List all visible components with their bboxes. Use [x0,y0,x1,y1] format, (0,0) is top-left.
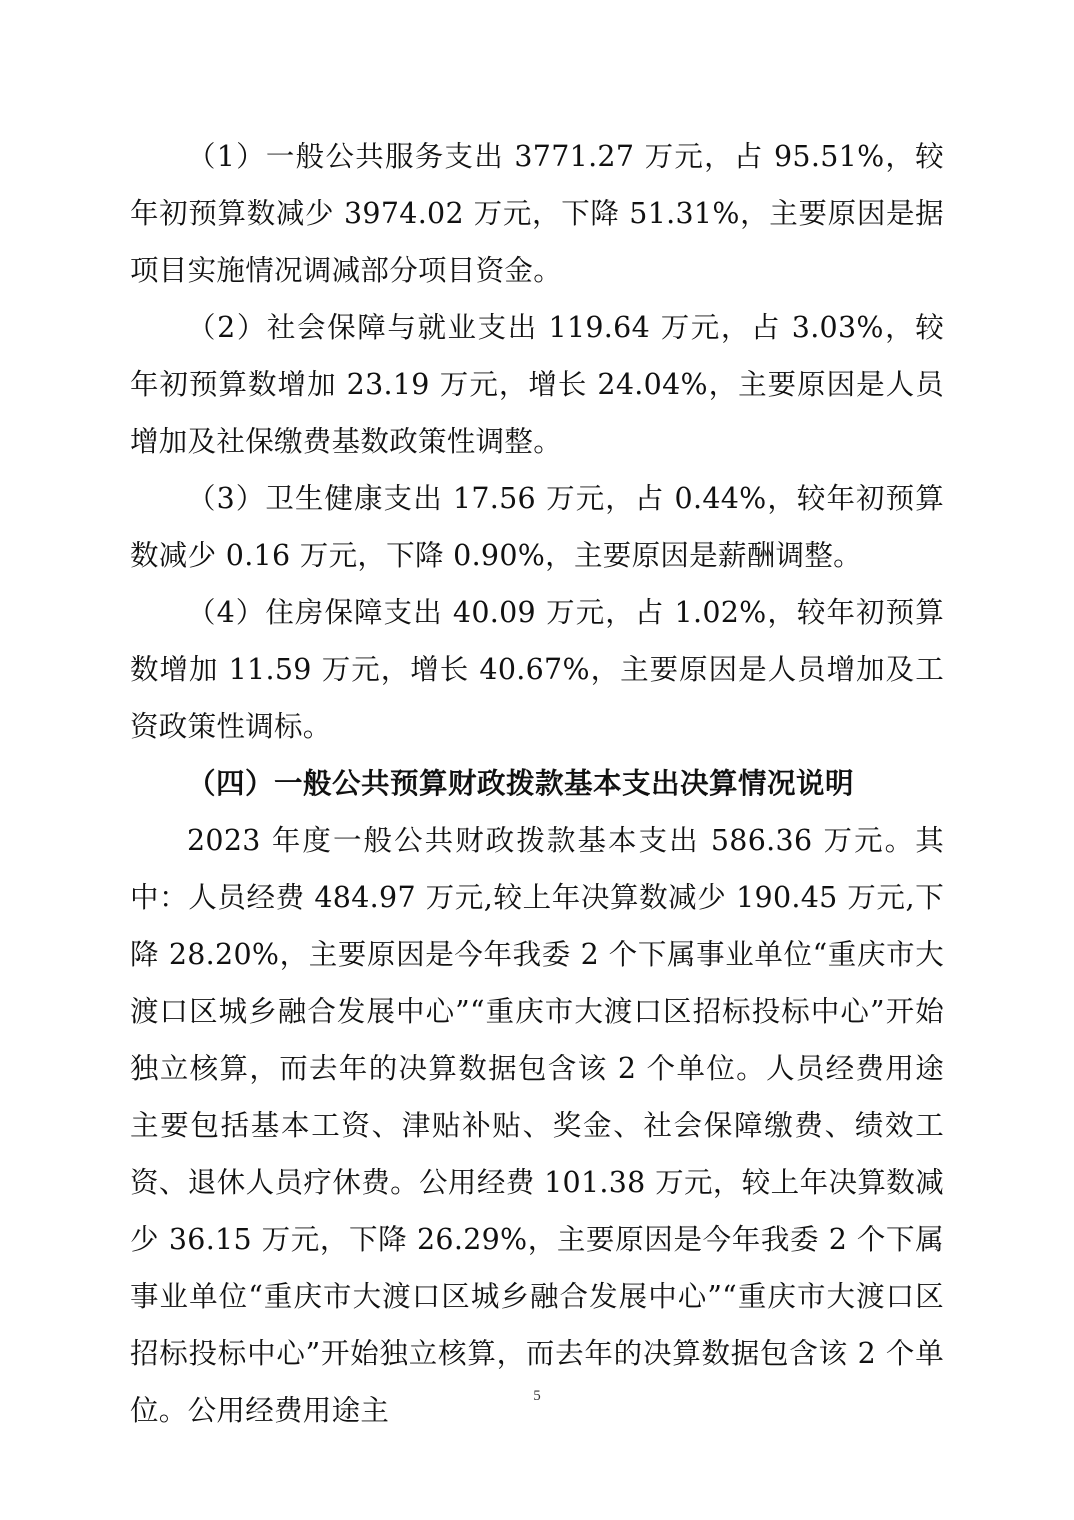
paragraph-basic-expenditure: 2023 年度一般公共财政拨款基本支出 586.36 万元。其中：人员经费 484.97 万元,较上年决算数减少 190.45 万元,下降 28.20%，主要原因是今年我委 2 个下属事业单位“重庆市大渡口区城乡融合发展中心”“重庆市大渡口区招标投标中心”开始独立核算，而去年的决算数据包含该 2 个单位。人员经费用途主要包括基本工资、津贴补贴、奖金、社会保障缴费、绩效工资、退休人员疗休费。公用经费 101.38 万元，较上年决算数减少 36.15 万元，下降 26.29%，主要原因是今年我委 2 个下属事业单位“重庆市大渡口区城乡融合发展中心”“重庆市大渡口区招标投标中心”开始独立核算，而去年的决算数据包含该 2 个单位。公用经费用途主 [130,824,944,1427]
paragraph-general-public-services: （1）一般公共服务支出 3771.27 万元，占 95.51%，较年初预算数减少 3974.02 万元，下降 51.31%，主要原因是据项目实施情况调减部分项目资金。 [130,140,944,287]
document-page [130,128,944,1439]
paragraph-social-security: （2）社会保障与就业支出 119.64 万元，占 3.03%，较年初预算数增加 23.19 万元，增长 24.04%，主要原因是人员增加及社保缴费基数政策性调整。 [130,311,944,458]
page-number: 5 [533,1388,541,1404]
paragraph-housing: （4）住房保障支出 40.09 万元，占 1.02%，较年初预算数增加 11.59 万元，增长 40.67%，主要原因是人员增加及工资政策性调标。 [130,596,944,743]
paragraph-health: （3）卫生健康支出 17.56 万元，占 0.44%，较年初预算数减少 0.16 万元，下降 0.90%，主要原因是薪酬调整。 [130,482,944,572]
section-heading: （四）一般公共预算财政拨款基本支出决算情况说明 [187,767,855,800]
